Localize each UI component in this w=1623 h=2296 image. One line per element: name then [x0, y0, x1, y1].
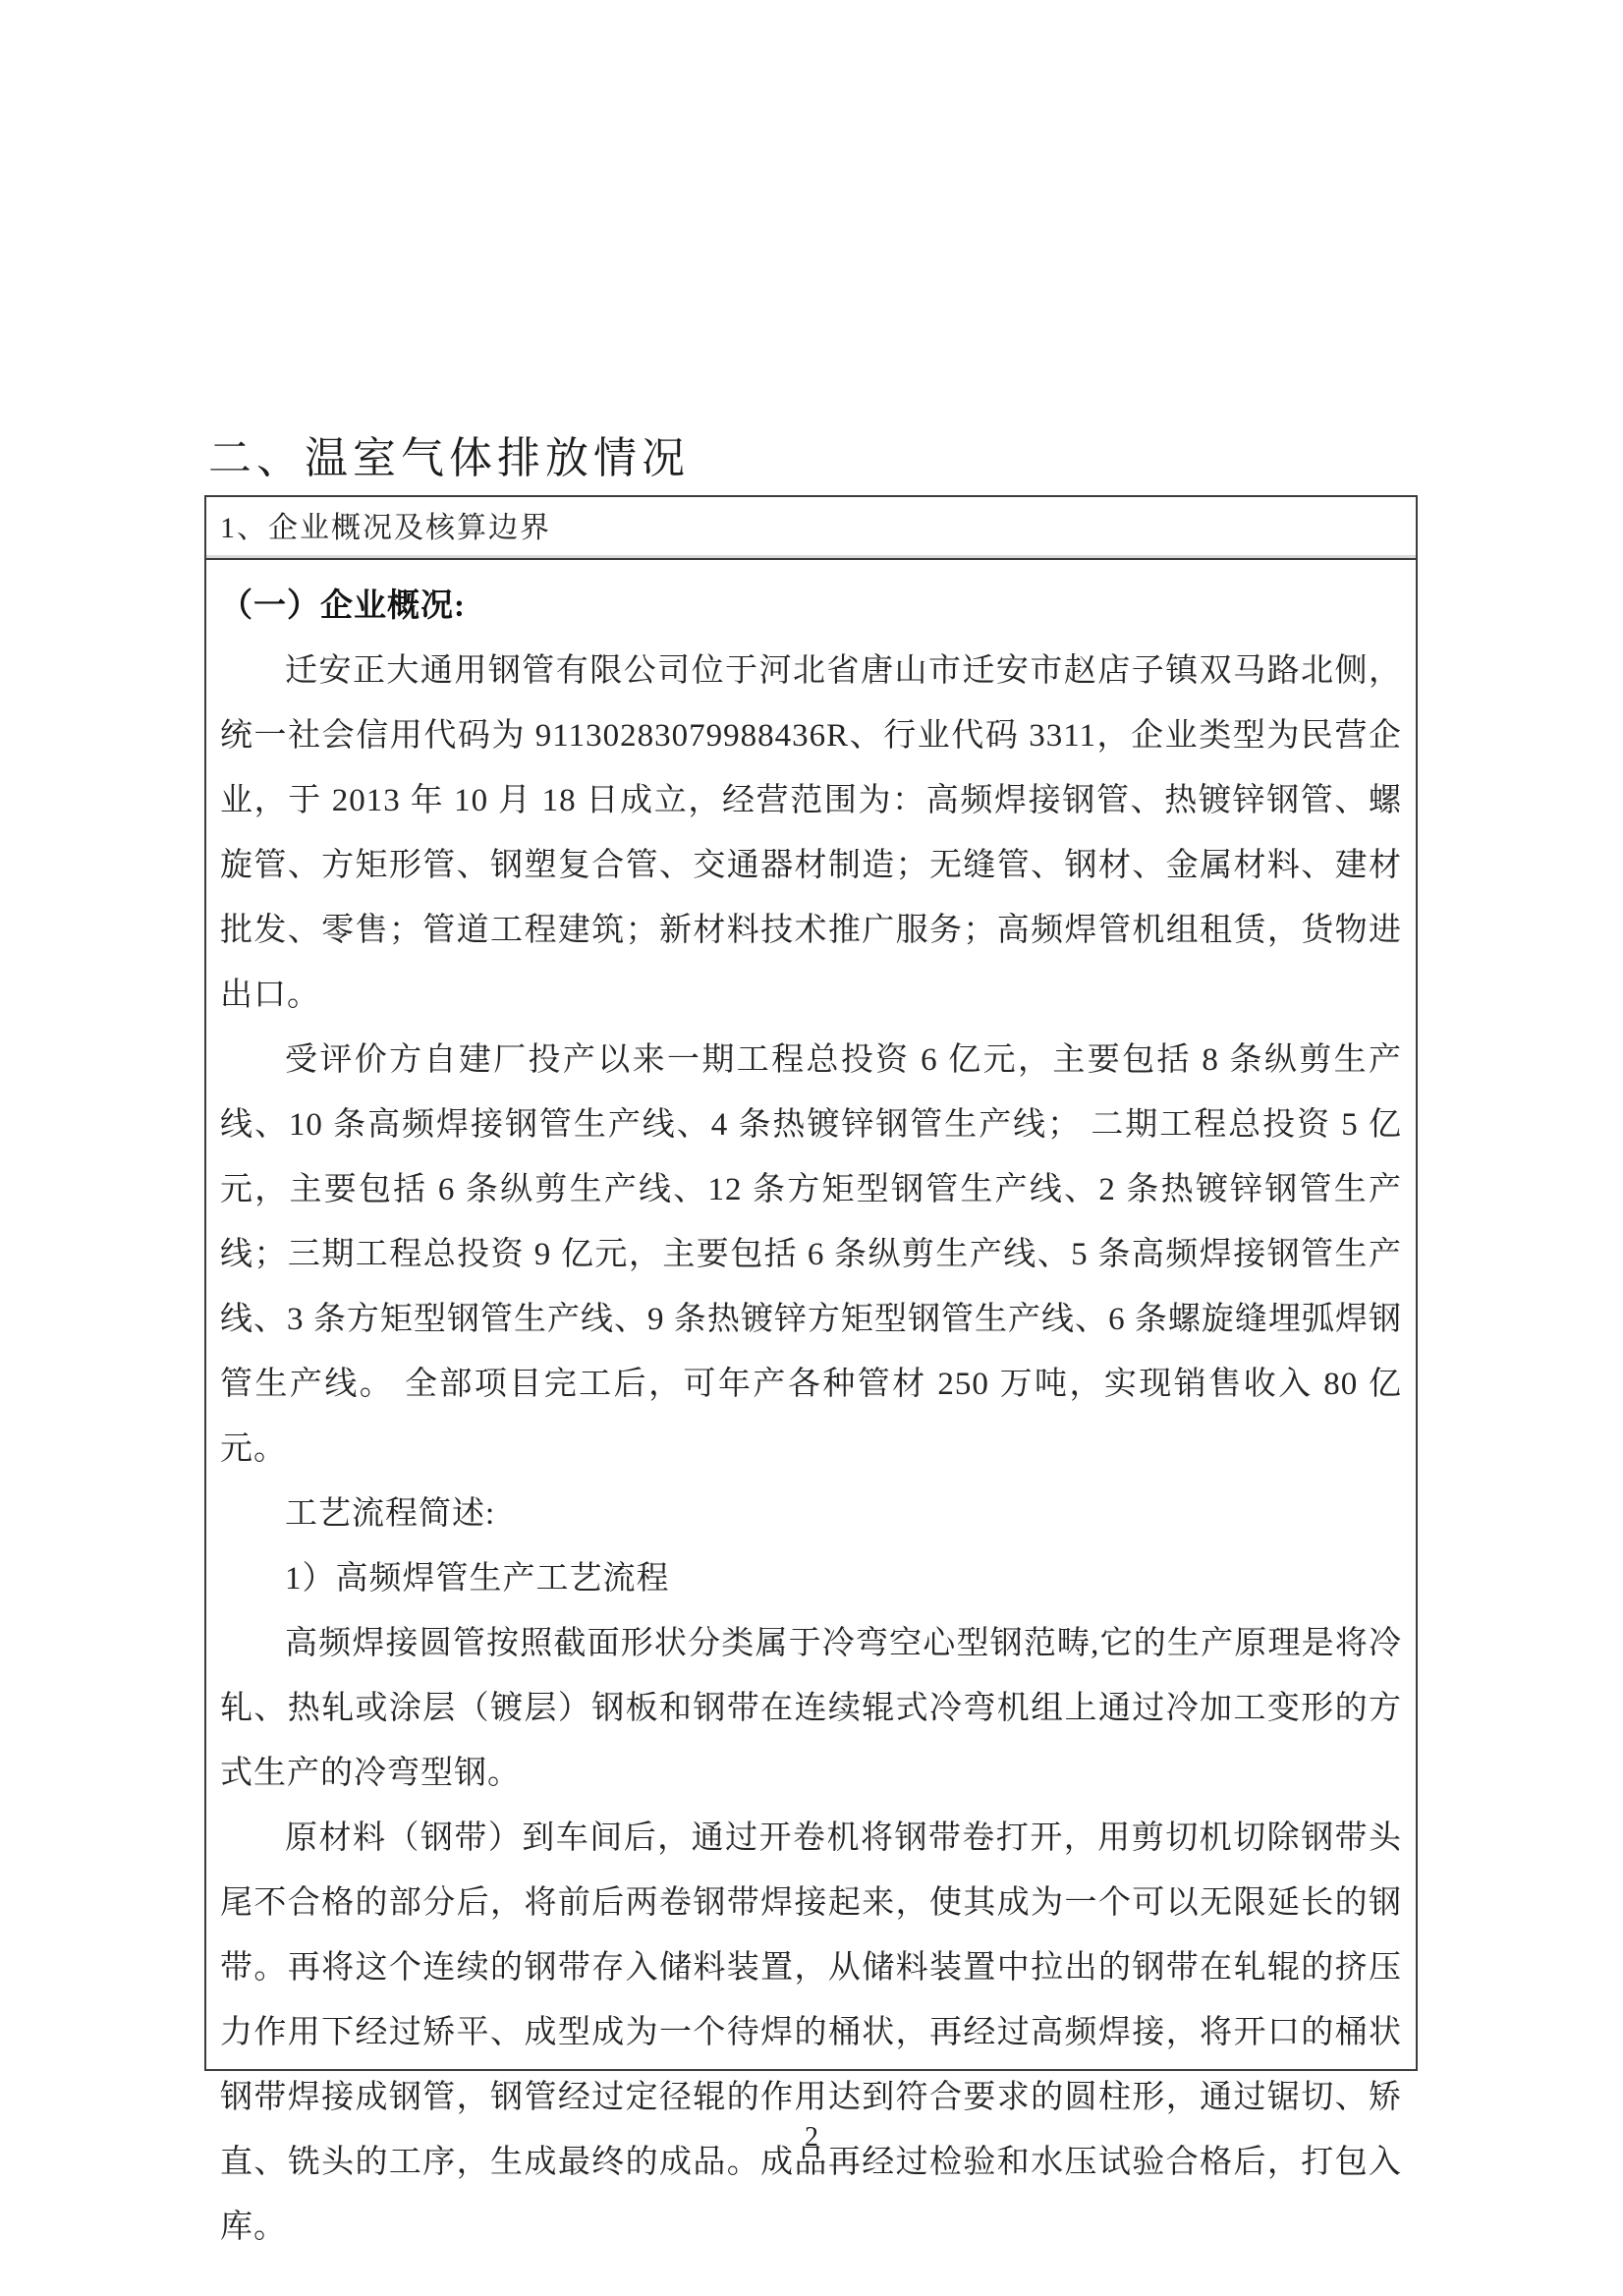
- content-table: [204, 495, 1418, 2245]
- section-heading: （一）企业概况:: [220, 588, 466, 624]
- table-body-cell: [206, 560, 1416, 2260]
- paragraph-production-steps: 原材料（钢带）到车间后，通过开卷机将钢带卷打开，用剪切机切除钢带头尾不合格的部分后，将前后两卷钢带焊接起来，使其成为一个可以无限延长的钢带。再将这个连续的钢带存入储料装置，从储料装置中拉出的钢带在轧辊的挤压力作用下经过矫平、成型成为一个待焊的桶状，再经过高频焊接，将开口的桶状钢带焊接成钢管，钢管经过定径辊的作用达到符合要求的圆柱形，通过锯切、矫直、铣头的工序，生成最终的成品。成品再经过检验和水压试验合格后，打包入库。: [220, 1820, 1402, 2245]
- paragraph-company-overview: 迁安正大通用钢管有限公司位于河北省唐山市迁安市赵店子镇双马路北侧，统一社会信用代码为 91130283079988436R、行业代码 3311，企业类型为民营企业，于 2013 年 10 月 18 日成立，经营范围为：高频焊接钢管、热镀锌钢管、螺旋管、方矩形管、钢塑复合管、交通器材制造；无缝管、钢材、金属材料、建材批发、零售；管道工程建筑；新材料技术推广服务；高频焊管机组租赁，货物进出口。: [220, 653, 1402, 1013]
- paragraph-process-intro: 工艺流程简述:: [285, 1496, 496, 1532]
- paragraph-investment-phases: 受评价方自建厂投产以来一期工程总投资 6 亿元，主要包括 8 条纵剪生产线、10 条高频焊接钢管生产线、4 条热镀锌钢管生产线； 二期工程总投资 5 亿元，主要包括 6 条纵剪生产线、12 条方矩型钢管生产线、2 条热镀锌钢管生产线；三期工程总投资 9 亿元，主要包括 6 条纵剪生产线、5 条高频焊接钢管生产线、3 条方矩型钢管生产线、9 条热镀锌方矩型钢管生产线、6 条螺旋缝埋弧焊钢管生产线。 全部项目完工后，可年产各种管材 250 万吨，实现销售收入 80 亿元。: [220, 1042, 1403, 1467]
- page-number: 2: [805, 2122, 818, 2153]
- table-header-row: 1、企业概况及核算边界: [206, 497, 1416, 560]
- paragraph-process-list-item: 1）高频焊管生产工艺流程: [285, 1561, 670, 1596]
- page-title: 二、温室气体排放情况: [208, 434, 690, 482]
- paragraph-hf-welding-principle: 高频焊接圆管按照截面形状分类属于冷弯空心型钢范畴,它的生产原理是将冷轧、热轧或涂层（镀层）钢板和钢带在连续辊式冷弯机组上通过冷加工变形的方式生产的冷弯型钢。: [220, 1626, 1402, 1791]
